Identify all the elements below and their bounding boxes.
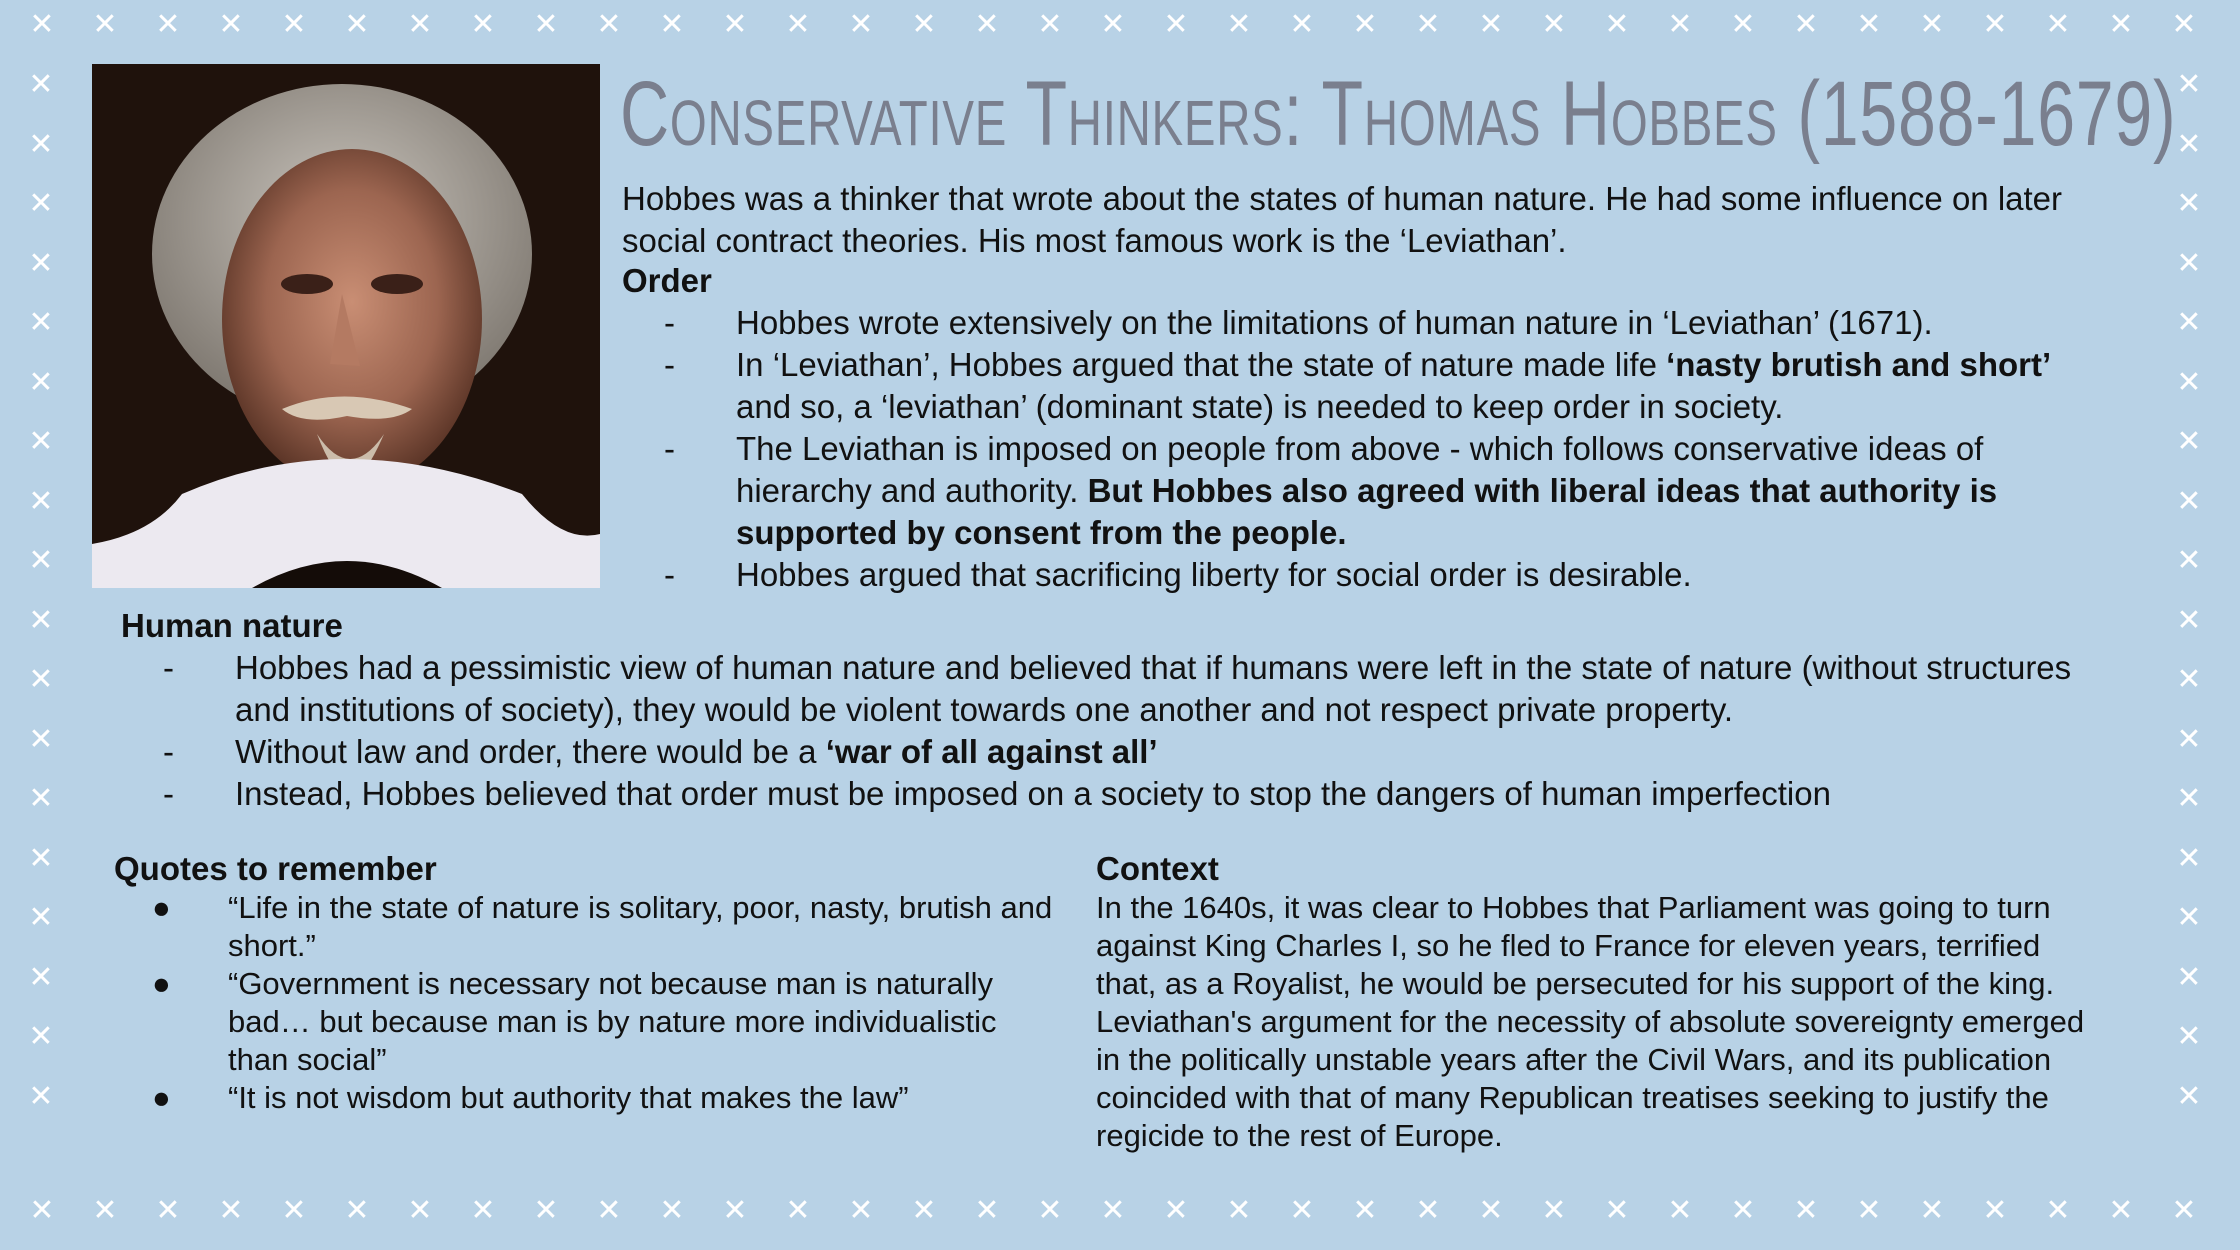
cross-mark-icon: ✕ (1289, 7, 1315, 42)
list-item-text: In ‘Leviathan’, Hobbes argued that the state of nature made life ‘nasty brutish and short’ and so, a ‘leviathan’ (dominant state) is needed to keep order in society. (736, 346, 2052, 425)
cross-mark-icon: ✕ (659, 1193, 685, 1228)
cross-mark-icon: ✕ (28, 662, 54, 697)
cross-mark-icon: ✕ (1856, 7, 1882, 42)
cross-mark-icon: ✕ (722, 1193, 748, 1228)
cross-mark-icon: ✕ (785, 7, 811, 42)
cross-mark-icon: ✕ (28, 186, 54, 221)
bullet-marker: - (163, 775, 174, 812)
cross-mark-icon: ✕ (2108, 1193, 2134, 1228)
cross-mark-icon: ✕ (92, 1193, 118, 1228)
list-item-text: Hobbes argued that sacrificing liberty for social order is desirable. (736, 556, 1692, 593)
cross-mark-icon: ✕ (2176, 305, 2202, 340)
intro-paragraph: Hobbes was a thinker that wrote about the states of human nature. He had some influence on later social contract theories. His most famous work is the ‘Leviathan’. (622, 180, 2063, 259)
cross-mark-icon: ✕ (2176, 126, 2202, 162)
bullet-marker: - (664, 430, 675, 467)
cross-mark-icon: ✕ (281, 1193, 307, 1228)
cross-mark-icon: ✕ (1352, 1193, 1378, 1228)
cross-mark-icon: ✕ (29, 7, 55, 42)
cross-mark-icon: ✕ (344, 1193, 370, 1228)
cross-mark-icon: ✕ (2171, 1193, 2197, 1228)
list-item-text: Hobbes wrote extensively on the limitations of human nature in ‘Leviathan’ (1671). (736, 304, 1933, 341)
cross-mark-icon: ✕ (659, 7, 685, 42)
human-nature-heading: Human nature (121, 607, 343, 644)
cross-mark-icon: ✕ (1667, 7, 1693, 42)
cross-mark-icon: ✕ (785, 1193, 811, 1228)
cross-mark-icon: ✕ (281, 7, 307, 42)
cross-mark-icon: ✕ (218, 7, 244, 42)
cross-mark-icon: ✕ (1415, 7, 1441, 42)
cross-mark-icon: ✕ (2176, 245, 2202, 281)
cross-mark-icon: ✕ (1478, 7, 1504, 42)
quotes-heading: Quotes to remember (114, 850, 437, 887)
cross-mark-icon: ✕ (1352, 7, 1378, 42)
cross-mark-icon: ✕ (974, 1193, 1000, 1228)
bullet-marker: - (163, 649, 174, 686)
cross-mark-icon: ✕ (470, 7, 496, 42)
cross-mark-icon: ✕ (2171, 7, 2197, 42)
cross-mark-icon: ✕ (2176, 1019, 2202, 1054)
context-paragraph: In the 1640s, it was clear to Hobbes that Parliament was going to turn against King Charles I, so he fled to France for eleven years, terrified that, as a Royalist, he would be persecuted for his support of the king. Leviathan's argument for the necessity of absolute sovereignty emerged in the politically unstable years after the Civil Wars, and its publication coincided with that of many Republican treatises seeking to justify the regicide to the rest of Europe. (1096, 890, 2085, 1153)
cross-mark-icon: ✕ (2176, 840, 2202, 876)
cross-mark-icon: ✕ (2108, 7, 2134, 42)
cross-mark-icon: ✕ (28, 364, 54, 400)
cross-mark-icon: ✕ (1604, 1193, 1630, 1228)
cross-mark-icon: ✕ (28, 245, 54, 281)
cross-mark-icon: ✕ (28, 602, 54, 638)
cross-mark-icon: ✕ (1541, 1193, 1567, 1228)
cross-mark-icon: ✕ (28, 959, 54, 995)
cross-mark-icon: ✕ (28, 424, 54, 459)
cross-mark-icon: ✕ (2176, 721, 2202, 757)
cross-mark-icon: ✕ (344, 7, 370, 42)
cross-mark-icon: ✕ (533, 1193, 559, 1228)
cross-mark-icon: ✕ (1163, 7, 1189, 42)
bullet-marker: ● (152, 1080, 171, 1115)
list-item-text: The Leviathan is imposed on people from above - which follows conservative ideas of hierarchy and authority. But Hobbes also agreed with liberal ideas that authority is supported by consent from the people. (736, 430, 1998, 551)
cross-mark-icon: ✕ (2176, 364, 2202, 400)
cross-mark-icon: ✕ (974, 7, 1000, 42)
portrait-image (92, 64, 600, 588)
cross-mark-icon: ✕ (2176, 900, 2202, 935)
cross-mark-icon: ✕ (596, 7, 622, 42)
cross-mark-icon: ✕ (407, 1193, 433, 1228)
cross-mark-icon: ✕ (28, 1019, 54, 1054)
cross-mark-icon: ✕ (2176, 67, 2202, 102)
cross-mark-icon: ✕ (1919, 7, 1945, 42)
cross-mark-icon: ✕ (92, 7, 118, 42)
cross-mark-icon: ✕ (911, 1193, 937, 1228)
cross-mark-icon: ✕ (2176, 959, 2202, 995)
cross-mark-icon: ✕ (1100, 7, 1126, 42)
cross-mark-icon: ✕ (28, 305, 54, 340)
bullet-marker: - (163, 733, 174, 770)
cross-mark-icon: ✕ (28, 721, 54, 757)
cross-mark-icon: ✕ (911, 7, 937, 42)
cross-mark-icon: ✕ (1478, 1193, 1504, 1228)
list-item-text: “Life in the state of nature is solitary, poor, nasty, brutish and short.” (228, 890, 1053, 963)
cross-mark-icon: ✕ (28, 840, 54, 876)
cross-mark-icon: ✕ (1730, 1193, 1756, 1228)
cross-mark-icon: ✕ (1289, 1193, 1315, 1228)
cross-mark-icon: ✕ (2176, 424, 2202, 459)
cross-mark-icon: ✕ (28, 543, 54, 578)
bullet-marker: - (664, 556, 675, 593)
cross-mark-icon: ✕ (848, 7, 874, 42)
cross-mark-icon: ✕ (1793, 7, 1819, 42)
cross-mark-icon: ✕ (1919, 1193, 1945, 1228)
cross-mark-icon: ✕ (28, 1078, 54, 1114)
cross-mark-icon: ✕ (2176, 186, 2202, 221)
cross-mark-icon: ✕ (2176, 1078, 2202, 1114)
cross-mark-icon: ✕ (1982, 1193, 2008, 1228)
cross-mark-icon: ✕ (218, 1193, 244, 1228)
cross-mark-icon: ✕ (1730, 7, 1756, 42)
list-item-text: Without law and order, there would be a ‘war of all against all’ (235, 733, 1158, 770)
cross-mark-icon: ✕ (28, 483, 54, 519)
cross-mark-icon: ✕ (28, 781, 54, 816)
cross-mark-icon: ✕ (1982, 7, 2008, 42)
cross-mark-icon: ✕ (2176, 662, 2202, 697)
cross-mark-icon: ✕ (1856, 1193, 1882, 1228)
cross-mark-icon: ✕ (28, 900, 54, 935)
bullet-marker: ● (152, 890, 171, 925)
cross-mark-icon: ✕ (1793, 1193, 1819, 1228)
cross-mark-icon: ✕ (155, 1193, 181, 1228)
cross-mark-icon: ✕ (848, 1193, 874, 1228)
cross-mark-icon: ✕ (2176, 602, 2202, 638)
cross-mark-icon: ✕ (2045, 7, 2071, 42)
bullet-marker: - (664, 304, 675, 341)
cross-mark-icon: ✕ (722, 7, 748, 42)
cross-mark-icon: ✕ (1226, 7, 1252, 42)
cross-mark-icon: ✕ (596, 1193, 622, 1228)
cross-mark-icon: ✕ (407, 7, 433, 42)
cross-mark-icon: ✕ (2176, 483, 2202, 519)
cross-mark-icon: ✕ (2045, 1193, 2071, 1228)
context-heading: Context (1096, 850, 1219, 887)
cross-mark-icon: ✕ (155, 7, 181, 42)
cross-mark-icon: ✕ (28, 67, 54, 102)
cross-mark-icon: ✕ (1163, 1193, 1189, 1228)
cross-mark-icon: ✕ (1037, 7, 1063, 42)
order-heading: Order (622, 262, 712, 299)
cross-mark-icon: ✕ (28, 126, 54, 162)
cross-mark-icon: ✕ (2176, 543, 2202, 578)
cross-mark-icon: ✕ (1415, 1193, 1441, 1228)
cross-mark-icon: ✕ (1604, 7, 1630, 42)
list-item-text: “It is not wisdom but authority that makes the law” (228, 1080, 909, 1115)
cross-mark-icon: ✕ (1667, 1193, 1693, 1228)
bullet-marker: ● (152, 966, 171, 1001)
cross-mark-icon: ✕ (1541, 7, 1567, 42)
cross-mark-icon: ✕ (1037, 1193, 1063, 1228)
list-item-text: “Government is necessary not because man is naturally bad… but because man is by nature more individualistic than social” (228, 966, 997, 1077)
bullet-marker: - (664, 346, 675, 383)
list-item-text: Hobbes had a pessimistic view of human nature and believed that if humans were left in the state of nature (without structures and institutions of society), they would be violent towards one another and not respect private property. (235, 649, 2072, 728)
cross-mark-icon: ✕ (1226, 1193, 1252, 1228)
cross-mark-icon: ✕ (29, 1193, 55, 1228)
cross-mark-icon: ✕ (470, 1193, 496, 1228)
cross-mark-icon: ✕ (2176, 781, 2202, 816)
cross-mark-icon: ✕ (533, 7, 559, 42)
page-title: Conservative Thinkers: Thomas Hobbes (1588-1679) (620, 63, 2177, 165)
cross-mark-icon: ✕ (1100, 1193, 1126, 1228)
list-item-text: Instead, Hobbes believed that order must be imposed on a society to stop the dangers of human imperfection (235, 775, 1831, 812)
